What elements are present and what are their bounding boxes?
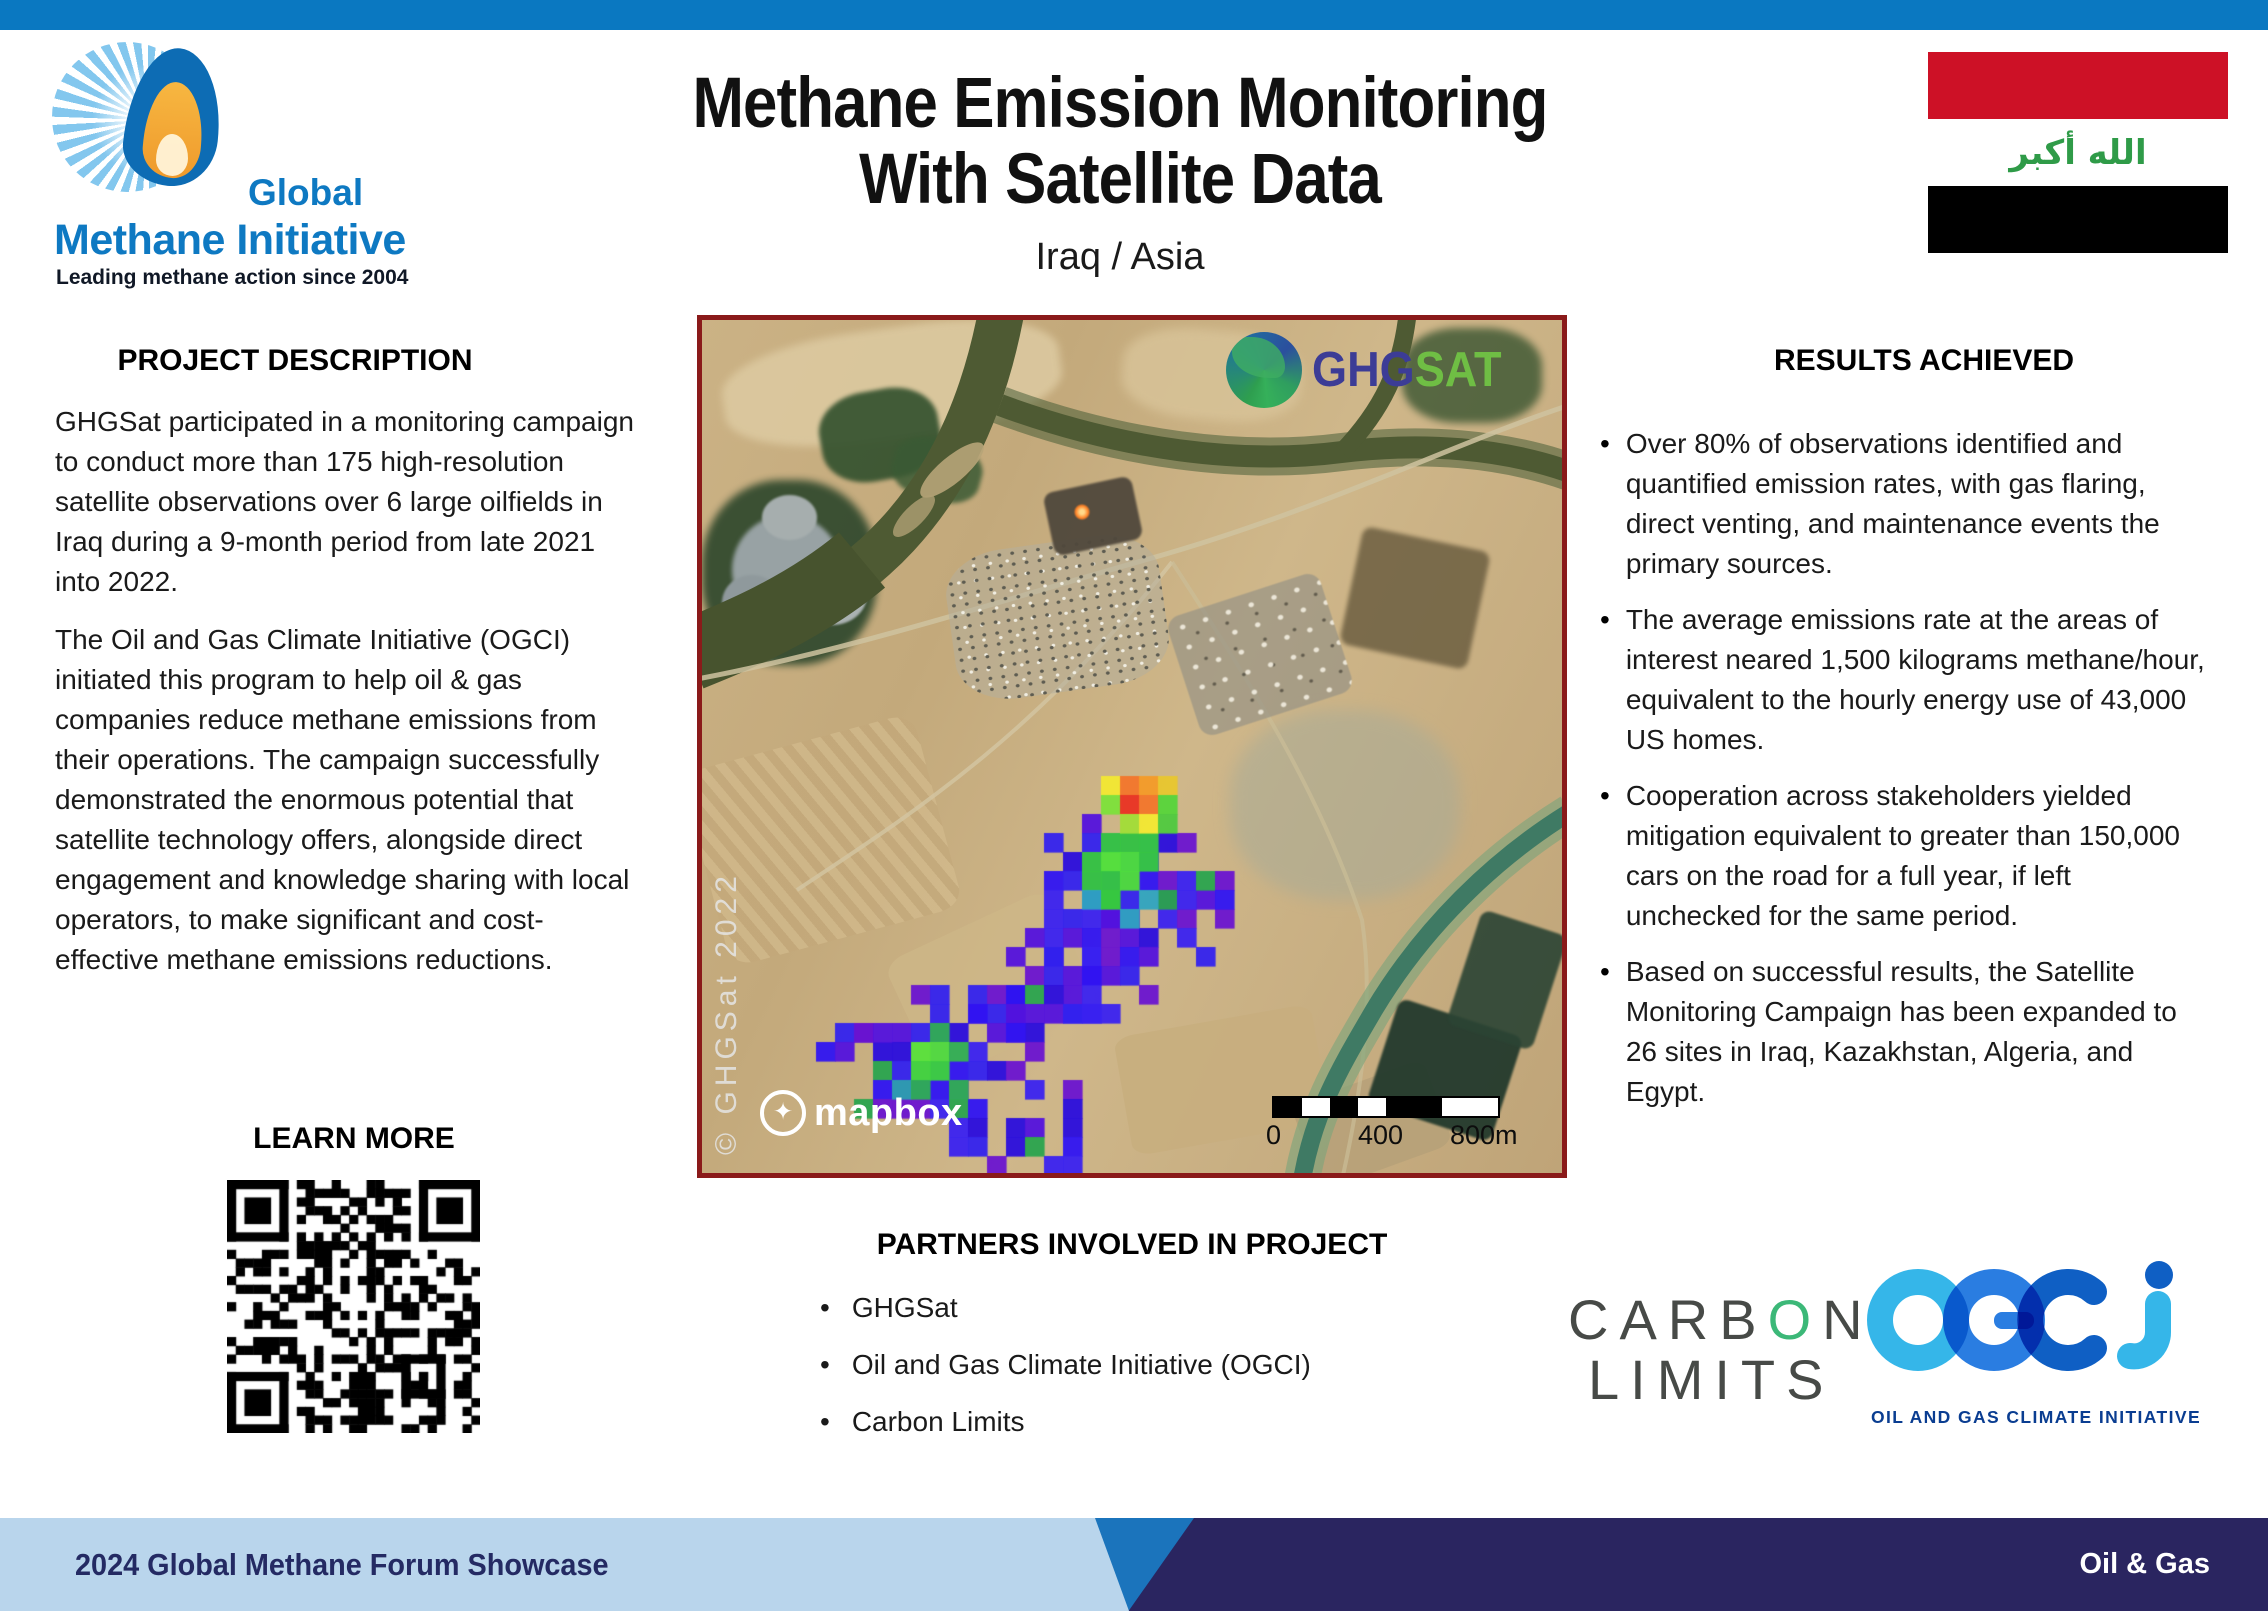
ogci-rings-icon xyxy=(1866,1258,2206,1398)
title-line-1: Methane Emission Monitoring xyxy=(692,64,1548,143)
footer-event-title: 2024 Global Methane Forum Showcase xyxy=(75,1546,609,1582)
flag-takbir-script: الله أكبر xyxy=(2009,132,2147,173)
results-list xyxy=(1600,424,2248,1112)
bullet-icon: • xyxy=(1600,604,1610,635)
top-accent-bar xyxy=(0,0,2268,30)
carbon-limits-line1 xyxy=(1568,1290,1908,1350)
cl-pre: CARB xyxy=(1568,1288,1768,1351)
result-item xyxy=(1600,952,2248,1112)
bullet-icon: • xyxy=(820,1349,830,1380)
flag-red-band xyxy=(1928,52,2228,119)
gmi-flame-sunburst-icon xyxy=(52,42,248,192)
result-item xyxy=(1600,600,2248,760)
qr-code xyxy=(227,1180,480,1433)
result-text: Based on successful results, the Satellite Monitoring Campaign has been expanded to 26 sites in Iraq, Kazakhstan, Algeria, and Egypt. xyxy=(1625,956,2177,1107)
mapbox-wordmark: mapbox xyxy=(814,1091,963,1134)
mapbox-logo xyxy=(760,1090,963,1136)
bullet-icon: • xyxy=(1600,428,1610,459)
footer-sector-label: Oil & Gas xyxy=(2079,1548,2210,1580)
gmi-logo xyxy=(52,40,452,289)
satellite-map xyxy=(697,315,1567,1178)
page-title xyxy=(620,66,1620,279)
iraq-flag xyxy=(1928,52,2228,253)
scale-bar-labels xyxy=(1266,1120,1518,1152)
partners-section xyxy=(700,1228,1564,1262)
cl-post: N xyxy=(1822,1288,1874,1351)
result-text: Cooperation across stakeholders yielded mitigation equivalent to greater than 150,000 cars on the road for a full year, if left unchecked for the same period. xyxy=(1625,780,2180,931)
scale-label-400: 400 xyxy=(1358,1120,1404,1150)
project-paragraph-2: The Oil and Gas Climate Initiative (OGCI) initiated this program to help oil & gas companies reduce methane emissions from their operations. The campaign successfully demonstrated the enormous potential that satellite technology offers, alongside direct engagement and knowledge sharing with local operators, to make significant and cost-effective methane emissions reductions. xyxy=(55,624,630,975)
ghgsat-sat: SAT xyxy=(1414,343,1502,397)
ogci-caption: OIL AND GAS CLIMATE INITIATIVE xyxy=(1870,1407,2202,1427)
partner-item xyxy=(820,1345,1311,1385)
partner-name: GHGSat xyxy=(851,1292,958,1323)
learn-more-heading: LEARN MORE xyxy=(253,1122,455,1155)
bullet-icon: • xyxy=(820,1292,830,1323)
project-description-heading: PROJECT DESCRIPTION xyxy=(117,344,473,377)
project-description-section xyxy=(55,344,643,980)
result-text: Over 80% of observations identified and quantified emission rates, with gas flaring, direct venting, and maintenance events the primary sources. xyxy=(1625,428,2160,579)
ghgsat-wordmark xyxy=(1312,342,1502,398)
qr-code-canvas xyxy=(227,1180,480,1433)
partner-item xyxy=(820,1402,1311,1442)
ghgsat-globe-icon xyxy=(1226,332,1302,408)
footer-bar xyxy=(0,1518,2268,1611)
methane-plume-overlay xyxy=(702,320,1562,1173)
map-scale-bar xyxy=(1266,1096,1518,1152)
ghgsat-ghg: GHG xyxy=(1312,343,1415,397)
partner-name: Oil and Gas Climate Initiative (OGCI) xyxy=(851,1349,1311,1380)
gmi-logo-tagline: Leading methane action since 2004 xyxy=(56,266,409,289)
bullet-icon: • xyxy=(1600,956,1610,987)
partners-list xyxy=(820,1288,1311,1459)
partner-name: Carbon Limits xyxy=(851,1406,1025,1437)
gmi-logo-word2: Methane Initiative xyxy=(54,216,406,264)
flame-core-icon xyxy=(156,134,188,176)
result-item xyxy=(1600,776,2248,936)
bullet-icon: • xyxy=(820,1406,830,1437)
flag-white-band xyxy=(1928,119,2228,186)
bullet-icon: • xyxy=(1600,780,1610,811)
scale-label-0: 0 xyxy=(1266,1120,1282,1150)
location-subtitle: Iraq / Asia xyxy=(1035,236,1205,278)
ghgsat-watermark: © GHGSat 2022 xyxy=(710,871,743,1155)
ghgsat-logo xyxy=(1226,332,1518,408)
cl-green-o: O xyxy=(1767,1288,1823,1351)
carbon-limits-logo xyxy=(1568,1290,1908,1410)
carbon-limits-line2: LIMITS xyxy=(1588,1348,1835,1411)
partner-item xyxy=(820,1288,1311,1328)
title-line-2: With Satellite Data xyxy=(859,140,1381,219)
ogci-logo xyxy=(1866,1258,2206,1428)
results-section xyxy=(1600,344,2248,1128)
partners-heading: PARTNERS INVOLVED IN PROJECT xyxy=(876,1228,1388,1261)
scale-bar-strip xyxy=(1272,1096,1500,1118)
flag-black-band xyxy=(1928,186,2228,253)
satellite-map-content xyxy=(702,320,1562,1173)
mapbox-icon xyxy=(760,1090,806,1136)
gmi-logo-word1: Global xyxy=(248,172,364,213)
scale-label-800: 800m xyxy=(1450,1120,1518,1150)
result-text: The average emissions rate at the areas of interest neared 1,500 kilograms methane/hour, equivalent to the hourly energy use of 43,000 US homes. xyxy=(1625,604,2205,755)
result-item xyxy=(1600,424,2248,584)
project-paragraph-1: GHGSat participated in a monitoring campaign to conduct more than 175 high-resolution satellite observations over 6 large oilfields in Iraq during a 9-month period from late 2021 into 2022. xyxy=(55,406,634,597)
results-heading: RESULTS ACHIEVED xyxy=(1773,344,2075,377)
